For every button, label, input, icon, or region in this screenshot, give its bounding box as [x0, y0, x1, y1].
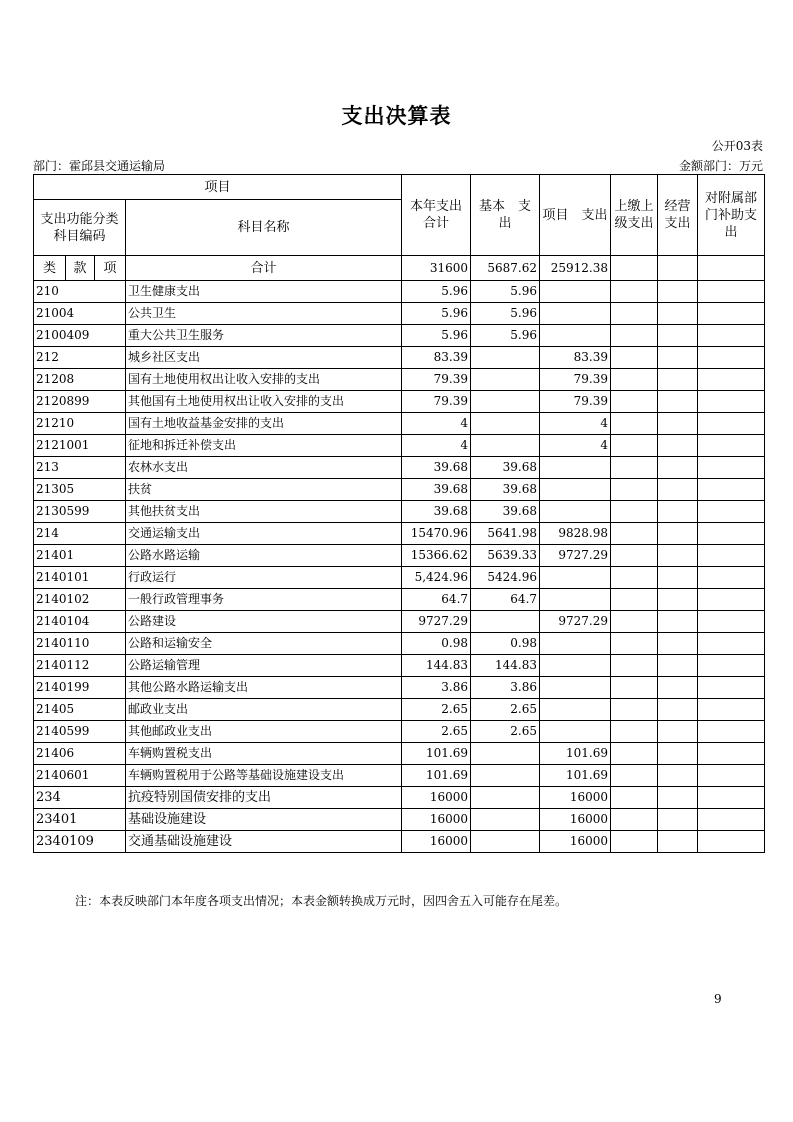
header-subsidy: 对附属部门补助支出 — [698, 175, 765, 256]
header-project: 项目 支出 — [540, 175, 611, 256]
cell-remit — [611, 479, 658, 501]
table-row — [34, 545, 765, 567]
cell-code: 2100409 — [34, 325, 126, 347]
cell-code: 2130599 — [34, 501, 126, 523]
cell-code: 2121001 — [34, 435, 126, 457]
cell-operating — [658, 281, 698, 303]
cell-operating — [658, 567, 698, 589]
header-xiang: 项 — [95, 256, 126, 281]
cell-name: 城乡社区支出 — [126, 347, 402, 369]
cell-subsidy — [698, 787, 765, 809]
cell-operating — [658, 457, 698, 479]
cell-total: 2.65 — [402, 721, 471, 743]
cell-operating — [658, 303, 698, 325]
cell-basic: 64.7 — [471, 589, 540, 611]
table-row — [34, 787, 765, 809]
cell-remit — [611, 281, 658, 303]
cell-subsidy — [698, 281, 765, 303]
cell-subsidy — [698, 655, 765, 677]
cell-name: 行政运行 — [126, 567, 402, 589]
table-row — [34, 589, 765, 611]
cell-remit — [611, 655, 658, 677]
table-row — [34, 765, 765, 787]
cell-code: 214 — [34, 523, 126, 545]
cell-subsidy — [698, 325, 765, 347]
cell-remit — [611, 457, 658, 479]
cell-project: 101.69 — [540, 743, 611, 765]
table-row — [34, 809, 765, 831]
table-note: 注：本表反映部门本年度各项支出情况；本表金额转换成万元时，因四舍五入可能存在尾差。 — [75, 894, 568, 908]
cell-basic — [471, 435, 540, 457]
cell-project — [540, 633, 611, 655]
table-row — [34, 743, 765, 765]
cell-operating — [658, 655, 698, 677]
form-number: 公开03表 — [711, 139, 763, 153]
cell-subsidy — [698, 413, 765, 435]
cell-remit — [611, 567, 658, 589]
table-row — [34, 435, 765, 457]
cell-project: 9727.29 — [540, 545, 611, 567]
cell-project — [540, 567, 611, 589]
cell-remit — [611, 435, 658, 457]
table-row — [34, 699, 765, 721]
cell-name: 其他公路水路运输支出 — [126, 677, 402, 699]
cell-name: 车辆购置税用于公路等基础设施建设支出 — [126, 765, 402, 787]
cell-basic: 5424.96 — [471, 567, 540, 589]
cell-basic — [471, 347, 540, 369]
cell-basic: 5641.98 — [471, 523, 540, 545]
cell-basic — [471, 831, 540, 853]
cell-code: 234 — [34, 787, 126, 809]
cell-total: 4 — [402, 435, 471, 457]
table-row — [34, 501, 765, 523]
cell-total: 101.69 — [402, 743, 471, 765]
cell-basic — [471, 391, 540, 413]
cell-subsidy — [698, 567, 765, 589]
cell-operating — [658, 787, 698, 809]
cell-remit — [611, 391, 658, 413]
cell-basic — [471, 809, 540, 831]
cell-basic — [471, 787, 540, 809]
cell-code: 2340109 — [34, 831, 126, 853]
cell-code: 213 — [34, 457, 126, 479]
cell-name: 其他国有土地使用权出让收入安排的支出 — [126, 391, 402, 413]
cell-code: 21401 — [34, 545, 126, 567]
cell-name: 公路运输管理 — [126, 655, 402, 677]
cell-project — [540, 589, 611, 611]
cell-remit — [611, 743, 658, 765]
cell-operating — [658, 809, 698, 831]
header-remit: 上缴上级支出 — [611, 175, 658, 256]
cell-subsidy — [698, 809, 765, 831]
total-row-project: 25912.38 — [540, 256, 611, 281]
cell-project — [540, 655, 611, 677]
cell-project: 79.39 — [540, 391, 611, 413]
cell-basic — [471, 743, 540, 765]
cell-project: 9727.29 — [540, 611, 611, 633]
cell-total: 83.39 — [402, 347, 471, 369]
cell-total: 4 — [402, 413, 471, 435]
table-row — [34, 347, 765, 369]
cell-name: 交通运输支出 — [126, 523, 402, 545]
cell-operating — [658, 545, 698, 567]
cell-operating — [658, 523, 698, 545]
cell-subsidy — [698, 831, 765, 853]
cell-project — [540, 303, 611, 325]
table-row — [34, 655, 765, 677]
cell-remit — [611, 501, 658, 523]
table-row — [34, 369, 765, 391]
table-row — [34, 611, 765, 633]
cell-remit — [611, 413, 658, 435]
cell-total: 16000 — [402, 831, 471, 853]
cell-project — [540, 501, 611, 523]
cell-remit — [611, 787, 658, 809]
cell-subsidy — [698, 633, 765, 655]
cell-operating — [658, 633, 698, 655]
cell-total: 5.96 — [402, 303, 471, 325]
cell-subsidy — [698, 457, 765, 479]
total-row-label: 合计 — [126, 256, 402, 281]
cell-code: 23401 — [34, 809, 126, 831]
table-row — [34, 721, 765, 743]
total-row-total: 31600 — [402, 256, 471, 281]
cell-name: 一般行政管理事务 — [126, 589, 402, 611]
cell-operating — [658, 435, 698, 457]
cell-project: 9828.98 — [540, 523, 611, 545]
cell-remit — [611, 831, 658, 853]
total-row-operating — [658, 256, 698, 281]
header-total: 本年支出合计 — [402, 175, 471, 256]
cell-code: 21305 — [34, 479, 126, 501]
cell-code: 21004 — [34, 303, 126, 325]
cell-total: 5.96 — [402, 281, 471, 303]
cell-code: 21208 — [34, 369, 126, 391]
cell-remit — [611, 677, 658, 699]
cell-project — [540, 325, 611, 347]
cell-name: 国有土地使用权出让收入安排的支出 — [126, 369, 402, 391]
cell-project — [540, 479, 611, 501]
cell-name: 农林水支出 — [126, 457, 402, 479]
cell-basic: 5.96 — [471, 325, 540, 347]
cell-code: 21405 — [34, 699, 126, 721]
cell-operating — [658, 347, 698, 369]
cell-name: 卫生健康支出 — [126, 281, 402, 303]
cell-basic: 5639.33 — [471, 545, 540, 567]
cell-remit — [611, 523, 658, 545]
cell-subsidy — [698, 765, 765, 787]
cell-code: 2140112 — [34, 655, 126, 677]
unit-label: 金额部门：万元 — [678, 159, 763, 173]
cell-subsidy — [698, 589, 765, 611]
cell-code: 2140601 — [34, 765, 126, 787]
page-number: 9 — [714, 992, 722, 1006]
cell-operating — [658, 325, 698, 347]
cell-basic: 2.65 — [471, 699, 540, 721]
header-operating: 经营支出 — [658, 175, 698, 256]
table-row — [34, 479, 765, 501]
cell-remit — [611, 765, 658, 787]
cell-code: 2140104 — [34, 611, 126, 633]
cell-total: 101.69 — [402, 765, 471, 787]
cell-subsidy — [698, 479, 765, 501]
cell-basic: 2.65 — [471, 721, 540, 743]
cell-project: 16000 — [540, 831, 611, 853]
cell-operating — [658, 479, 698, 501]
cell-project: 4 — [540, 413, 611, 435]
department-label: 部门：霍邱县交通运输局 — [33, 159, 166, 173]
cell-name: 其他邮政业支出 — [126, 721, 402, 743]
cell-total: 9727.29 — [402, 611, 471, 633]
cell-remit — [611, 589, 658, 611]
cell-project: 16000 — [540, 787, 611, 809]
table-row — [34, 391, 765, 413]
cell-code: 2140599 — [34, 721, 126, 743]
cell-basic: 5.96 — [471, 303, 540, 325]
cell-code: 2140102 — [34, 589, 126, 611]
cell-operating — [658, 677, 698, 699]
cell-basic: 144.83 — [471, 655, 540, 677]
table-row — [34, 633, 765, 655]
cell-project: 16000 — [540, 809, 611, 831]
cell-basic: 39.68 — [471, 479, 540, 501]
cell-name: 基础设施建设 — [126, 809, 402, 831]
cell-remit — [611, 633, 658, 655]
cell-remit — [611, 369, 658, 391]
cell-subsidy — [698, 677, 765, 699]
table-row — [34, 831, 765, 853]
cell-subsidy — [698, 699, 765, 721]
cell-project: 101.69 — [540, 765, 611, 787]
cell-basic: 0.98 — [471, 633, 540, 655]
table-row — [34, 457, 765, 479]
cell-name: 国有土地收益基金安排的支出 — [126, 413, 402, 435]
header-item: 项目 — [34, 175, 402, 200]
table-row — [34, 567, 765, 589]
cell-remit — [611, 545, 658, 567]
cell-name: 征地和拆迁补偿支出 — [126, 435, 402, 457]
cell-total: 39.68 — [402, 457, 471, 479]
cell-operating — [658, 765, 698, 787]
cell-subsidy — [698, 743, 765, 765]
cell-remit — [611, 347, 658, 369]
total-row-basic: 5687.62 — [471, 256, 540, 281]
cell-name: 邮政业支出 — [126, 699, 402, 721]
cell-total: 64.7 — [402, 589, 471, 611]
expenditure-table — [33, 174, 765, 853]
cell-operating — [658, 369, 698, 391]
cell-name: 公路建设 — [126, 611, 402, 633]
cell-total: 3.86 — [402, 677, 471, 699]
cell-total: 15366.62 — [402, 545, 471, 567]
cell-basic — [471, 413, 540, 435]
cell-name: 扶贫 — [126, 479, 402, 501]
cell-subsidy — [698, 391, 765, 413]
table-row — [34, 413, 765, 435]
cell-total: 39.68 — [402, 479, 471, 501]
cell-remit — [611, 325, 658, 347]
cell-subsidy — [698, 545, 765, 567]
cell-code: 2140199 — [34, 677, 126, 699]
cell-code: 2140110 — [34, 633, 126, 655]
cell-code: 2120899 — [34, 391, 126, 413]
cell-basic — [471, 611, 540, 633]
cell-total: 16000 — [402, 809, 471, 831]
cell-remit — [611, 611, 658, 633]
cell-subsidy — [698, 501, 765, 523]
cell-remit — [611, 699, 658, 721]
cell-project — [540, 721, 611, 743]
cell-subsidy — [698, 435, 765, 457]
header-lei: 类 — [34, 256, 66, 281]
total-row-remit — [611, 256, 658, 281]
cell-operating — [658, 721, 698, 743]
cell-total: 144.83 — [402, 655, 471, 677]
cell-subsidy — [698, 369, 765, 391]
cell-total: 5.96 — [402, 325, 471, 347]
cell-subsidy — [698, 611, 765, 633]
cell-total: 39.68 — [402, 501, 471, 523]
cell-remit — [611, 721, 658, 743]
page-title: 支出决算表 — [341, 103, 452, 128]
cell-basic — [471, 369, 540, 391]
cell-subsidy — [698, 523, 765, 545]
cell-basic — [471, 765, 540, 787]
cell-operating — [658, 413, 698, 435]
cell-code: 210 — [34, 281, 126, 303]
cell-code: 2140101 — [34, 567, 126, 589]
header-kuan: 款 — [66, 256, 95, 281]
cell-basic: 39.68 — [471, 501, 540, 523]
table-row — [34, 281, 765, 303]
header-code: 支出功能分类科目编码 — [34, 200, 126, 256]
cell-total: 5,424.96 — [402, 567, 471, 589]
cell-project: 4 — [540, 435, 611, 457]
cell-name: 公路和运输安全 — [126, 633, 402, 655]
table-row — [34, 677, 765, 699]
cell-operating — [658, 589, 698, 611]
cell-operating — [658, 501, 698, 523]
cell-project — [540, 281, 611, 303]
cell-subsidy — [698, 721, 765, 743]
cell-operating — [658, 391, 698, 413]
header-basic: 基本 支出 — [471, 175, 540, 256]
cell-code: 212 — [34, 347, 126, 369]
cell-total: 0.98 — [402, 633, 471, 655]
cell-total: 15470.96 — [402, 523, 471, 545]
cell-remit — [611, 303, 658, 325]
cell-name: 交通基础设施建设 — [126, 831, 402, 853]
cell-total: 2.65 — [402, 699, 471, 721]
cell-project: 83.39 — [540, 347, 611, 369]
cell-operating — [658, 743, 698, 765]
cell-operating — [658, 699, 698, 721]
table-row — [34, 325, 765, 347]
cell-name: 车辆购置税支出 — [126, 743, 402, 765]
cell-operating — [658, 611, 698, 633]
cell-name: 重大公共卫生服务 — [126, 325, 402, 347]
cell-subsidy — [698, 347, 765, 369]
cell-basic: 3.86 — [471, 677, 540, 699]
cell-operating — [658, 831, 698, 853]
cell-basic: 5.96 — [471, 281, 540, 303]
cell-code: 21406 — [34, 743, 126, 765]
cell-basic: 39.68 — [471, 457, 540, 479]
cell-project — [540, 677, 611, 699]
cell-total: 16000 — [402, 787, 471, 809]
cell-project — [540, 457, 611, 479]
cell-name: 抗疫特别国债安排的支出 — [126, 787, 402, 809]
cell-total: 79.39 — [402, 369, 471, 391]
cell-project: 79.39 — [540, 369, 611, 391]
cell-subsidy — [698, 303, 765, 325]
header-name: 科目名称 — [126, 200, 402, 256]
cell-name: 公路水路运输 — [126, 545, 402, 567]
table-row — [34, 523, 765, 545]
cell-name: 其他扶贫支出 — [126, 501, 402, 523]
cell-project — [540, 699, 611, 721]
cell-total: 79.39 — [402, 391, 471, 413]
cell-name: 公共卫生 — [126, 303, 402, 325]
total-row-subsidy — [698, 256, 765, 281]
cell-remit — [611, 809, 658, 831]
table-row — [34, 303, 765, 325]
cell-code: 21210 — [34, 413, 126, 435]
